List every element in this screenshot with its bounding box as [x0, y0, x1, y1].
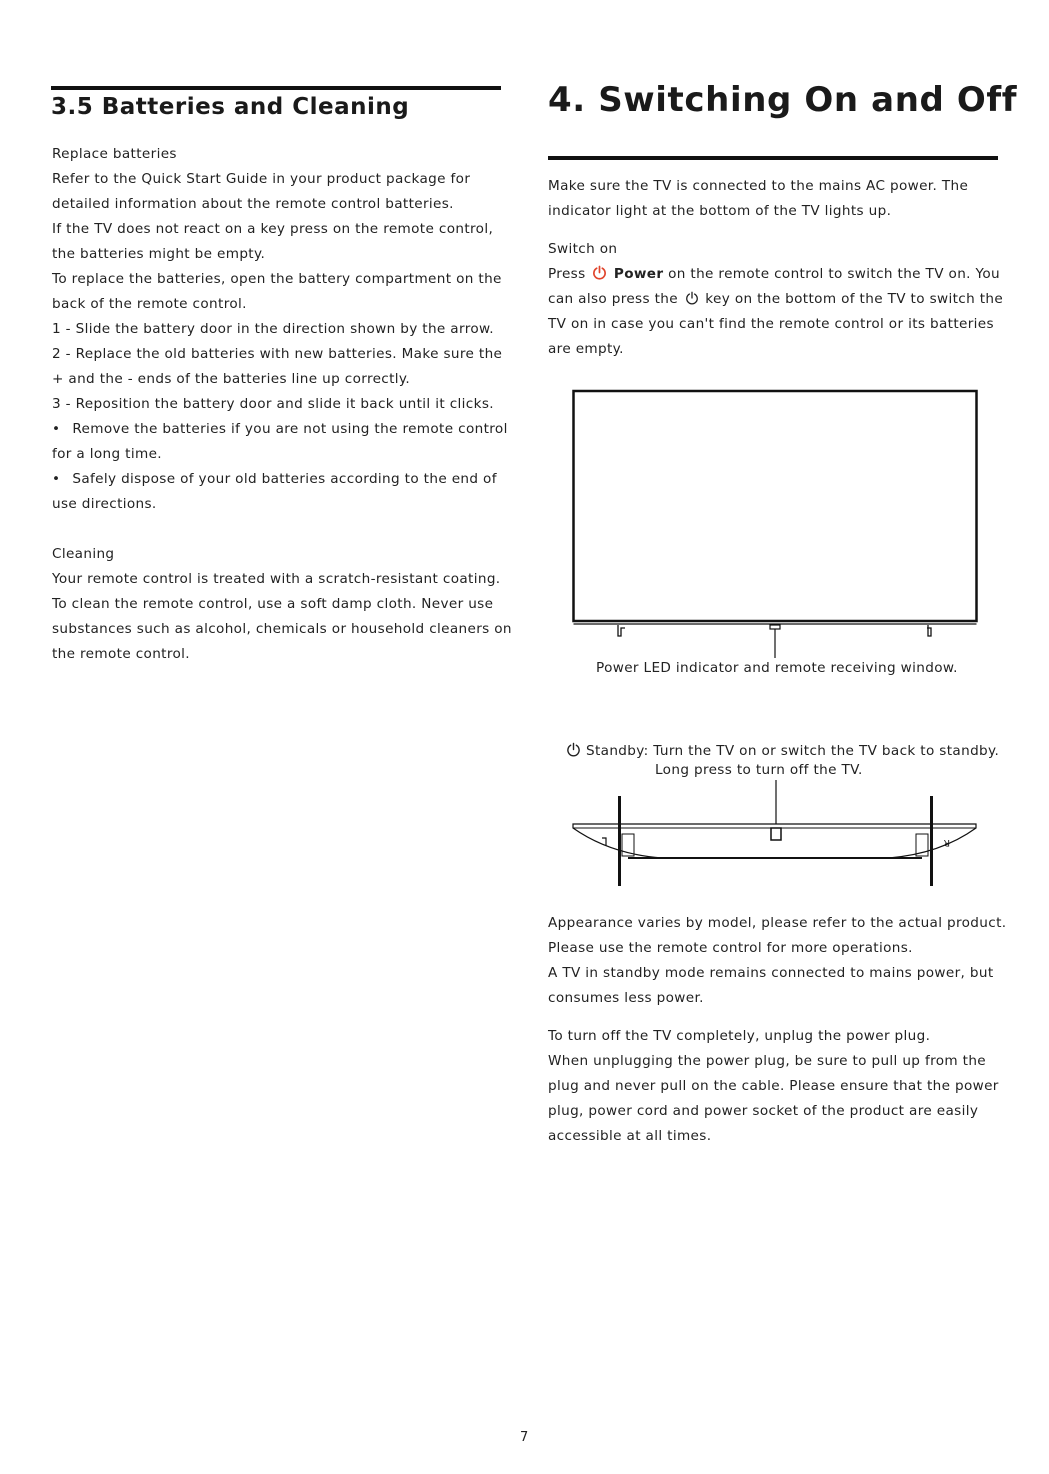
text-line: the remote control. — [52, 646, 190, 662]
page-number: 7 — [520, 1430, 529, 1445]
text-line: back of the remote control. — [52, 296, 247, 312]
bullet-remove: • Remove the batteries if you are not using the remote control — [52, 417, 508, 442]
chapter-heading-switching: 4. Switching On and Off — [548, 80, 1018, 120]
text-line: To clean the remote control, use a soft damp cloth. Never use — [52, 596, 494, 612]
cleaning-block — [52, 542, 512, 667]
figure2-caption-line1: Standby: Turn the TV on or switch the TV back to standby. — [566, 742, 999, 759]
step-3: 3 - Reposition the battery door and slide it back until it clicks. — [52, 396, 494, 412]
step-2-cont: + and the - ends of the batteries line up correctly. — [52, 371, 411, 387]
chapter-rule — [548, 156, 998, 160]
bullet-dispose: • Safely dispose of your old batteries according to the end of — [52, 467, 508, 492]
svg-text:R: R — [943, 837, 950, 847]
standby-icon — [566, 742, 581, 757]
text-line: Appearance varies by model, please refer to the actual product. — [548, 915, 1007, 931]
bullet-dispose-cont: use directions. — [52, 496, 157, 512]
power-label: Power — [613, 266, 664, 282]
text-line: consumes less power. — [548, 990, 704, 1006]
text-line: plug, power cord and power socket of the product are easily — [548, 1103, 979, 1119]
turn-off-block — [548, 1024, 999, 1149]
switch-on-line-1: Press Power on the remote control to switch the TV on. You — [548, 266, 1000, 282]
replace-batteries-block — [52, 142, 508, 517]
text-line: A TV in standby mode remains connected to mains power, but — [548, 965, 994, 981]
section-top-rule — [51, 86, 501, 90]
text-line: Refer to the Quick Start Guide in your product package for — [52, 171, 471, 187]
text-line: Make sure the TV is connected to the mains AC power. The — [548, 178, 969, 194]
switch-on-line-4: are empty. — [548, 341, 624, 357]
switch-on-line-3: TV on in case you can't find the remote control or its batteries — [548, 316, 994, 332]
power-icon — [592, 265, 607, 280]
text-line: detailed information about the remote control batteries. — [52, 196, 454, 212]
text-line: Your remote control is treated with a scratch-resistant coating. — [52, 571, 501, 587]
replace-title: Replace batteries — [52, 146, 177, 162]
text-line: If the TV does not react on a key press on the remote control, — [52, 221, 494, 237]
step-1: 1 - Slide the battery door in the direction shown by the arrow. — [52, 321, 494, 337]
text-line: To turn off the TV completely, unplug the power plug. — [548, 1028, 931, 1044]
text-line: indicator light at the bottom of the TV lights up. — [548, 203, 892, 219]
section-heading-batteries: 3.5 Batteries and Cleaning — [51, 94, 410, 120]
switch-on-block — [548, 237, 1003, 362]
text-line: plug and never pull on the cable. Please ensure that the power — [548, 1078, 999, 1094]
text-line: When unplugging the power plug, be sure to pull up from the — [548, 1053, 987, 1069]
step-2: 2 - Replace the old batteries with new batteries. Make sure the — [52, 346, 503, 362]
tv-front-illustration — [570, 388, 982, 658]
text-line: accessible at all times. — [548, 1128, 712, 1144]
cleaning-title: Cleaning — [52, 546, 115, 562]
switch-on-line-2: can also press the key on the bottom of the TV to switch the — [548, 291, 1004, 307]
notes-block — [548, 911, 1006, 1011]
switch-on-title: Switch on — [548, 241, 618, 257]
text-line: To replace the batteries, open the battery compartment on the — [52, 271, 502, 287]
text-line: the batteries might be empty. — [52, 246, 266, 262]
standby-key-icon — [685, 291, 699, 305]
tv-bottom-illustration — [570, 778, 982, 890]
text-line: substances such as alcohol, chemicals or household cleaners on — [52, 621, 512, 637]
bullet-remove-cont: for a long time. — [52, 446, 162, 462]
text-line: Please use the remote control for more operations. — [548, 940, 913, 956]
figure2-caption-line2: Long press to turn off the TV. — [655, 762, 863, 778]
figure1-caption: Power LED indicator and remote receiving window. — [596, 660, 958, 676]
intro-block — [548, 174, 968, 224]
